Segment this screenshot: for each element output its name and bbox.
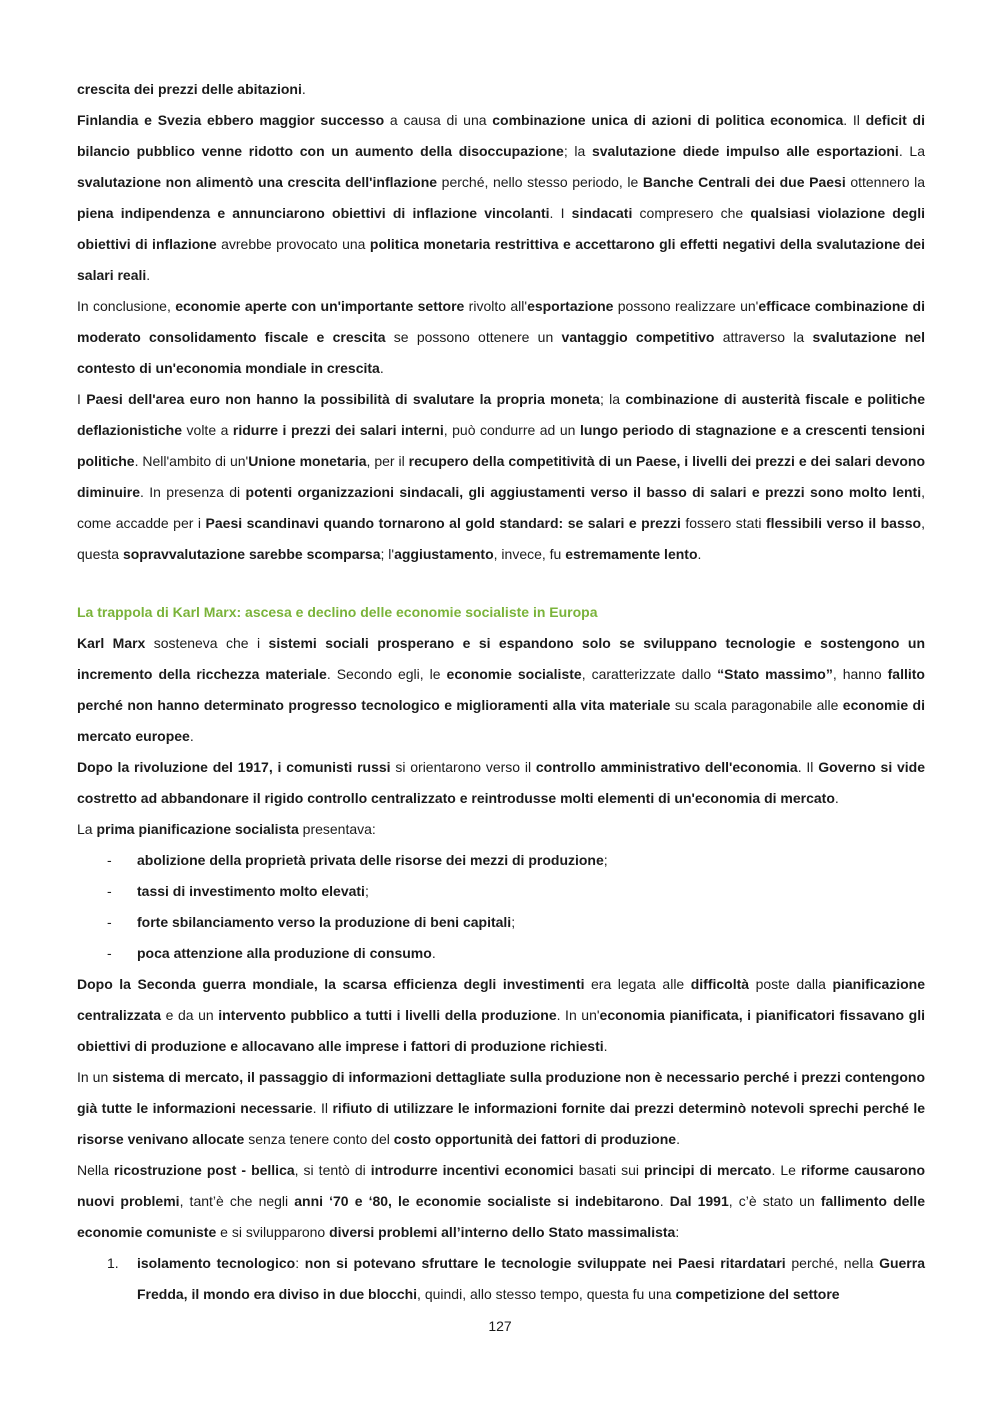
bold-text: sindacati (571, 205, 633, 221)
text-run: ; la (563, 143, 592, 159)
page-content (77, 74, 925, 1310)
text-run: compresero che (632, 205, 751, 221)
bold-text: diversi problemi all’interno dello Stato massimalista (329, 1224, 676, 1240)
bold-text: crescita dei prezzi delle abitazioni (77, 81, 302, 97)
bold-text: qualsiasi violazione degli obiettivi di inflazione (77, 205, 925, 252)
bold-text: svalutazione non alimentò una crescita dell'inflazione (77, 174, 438, 190)
text-run: . Il (843, 112, 866, 128)
paragraph (77, 752, 925, 814)
text-run: , si tentò di (294, 1162, 371, 1178)
bold-text: piena indipendenza e annunciarono obiettivi di inflazione vincolanti (77, 205, 550, 221)
text-run: . I (549, 205, 572, 221)
text-run: ; la (599, 391, 626, 407)
bold-text: ridurre i prezzi dei salari interni (232, 422, 444, 438)
text-run: basati sui (573, 1162, 644, 1178)
text-run: a causa di una (384, 112, 493, 128)
list-number: 1. (107, 1255, 119, 1271)
paragraph (77, 969, 925, 1062)
bold-text: Dal 1991 (669, 1193, 729, 1209)
bold-text: Paesi scandinavi quando tornarono al gold standard: se salari e prezzi (205, 515, 681, 531)
text-run: In un (77, 1069, 113, 1085)
text-run: . In presenza di (140, 484, 246, 500)
bold-text: economia pianificata, i pianificatori fissavano gli obiettivi di produzione e allocavano alle imprese i fattori di produzione richiesti (77, 1007, 925, 1054)
bold-text: svalutazione diede impulso alle esportazioni (591, 143, 899, 159)
bold-text: sistemi sociali prosperano e si espandono solo se sviluppano tecnologie e sostengono un incremento della ricchezza materiale (77, 635, 926, 682)
bold-text: competizione del settore (675, 1286, 840, 1302)
text-run: presentava: (298, 821, 376, 837)
section-intro-paragraphs (77, 628, 925, 845)
text-run: avrebbe provocato una (216, 236, 370, 252)
text-run: , invece, fu (493, 546, 566, 562)
bold-text: controllo amministrativo dell'economia (535, 759, 798, 775)
text-run: ; (603, 852, 608, 868)
bold-text: vantaggio competitivo (561, 329, 715, 345)
bold-text: costo opportunità dei fattori di produzione (393, 1131, 677, 1147)
bold-text: Dopo la Seconda guerra mondiale, la scarsa efficienza degli investimenti (77, 976, 585, 992)
paragraph (77, 105, 925, 291)
bold-text: Guerra Fredda, il mondo era diviso in due blocchi (137, 1255, 925, 1302)
bold-text: economie di mercato europee (77, 697, 925, 744)
text-run: poste dalla (749, 976, 833, 992)
text-run: e da un (161, 1007, 219, 1023)
section-body-paragraphs (77, 969, 925, 1248)
bold-text: non si potevano sfruttare le tecnologie sviluppate nei Paesi ritardatari (304, 1255, 786, 1271)
bold-text: fallimento delle economie comuniste (77, 1193, 925, 1240)
text-run: si orientarono verso il (390, 759, 536, 775)
bold-text: forte sbilanciamento verso la produzione di beni capitali (137, 914, 512, 930)
section-heading: La trappola di Karl Marx: ascesa e declino delle economie socialiste in Europa (77, 604, 598, 620)
bold-text: deficit di bilancio pubblico venne ridotto con un aumento della disoccupazione (77, 112, 925, 159)
bold-text: Karl Marx (77, 635, 146, 651)
bold-text: difficoltà (690, 976, 750, 992)
text-run: , questa (77, 515, 925, 562)
text-run: . (146, 267, 151, 283)
text-run: ; l' (380, 546, 395, 562)
text-run: fossero stati (680, 515, 766, 531)
paragraph (77, 1062, 925, 1155)
list-item (77, 907, 925, 938)
features-dash-list (77, 845, 925, 969)
bold-text: abolizione della proprietà privata delle risorse dei mezzi di produzione (137, 852, 604, 868)
bold-text: economie aperte con un'importante settore (175, 298, 465, 314)
bold-text: ricostruzione post - bellica (113, 1162, 295, 1178)
text-run: . (603, 1038, 608, 1054)
dash-bullet: - (107, 914, 112, 930)
text-run: sosteneva che i (145, 635, 269, 651)
bold-text: Dopo la rivoluzione del 1917, i comunisti russi (77, 759, 391, 775)
text-run: In conclusione, (77, 298, 176, 314)
bold-text: Finlandia e Svezia ebbero maggior successo (77, 112, 385, 128)
bold-text: Banche Centrali dei due Paesi (642, 174, 846, 190)
text-run: volte a (182, 422, 233, 438)
paragraph (77, 628, 925, 752)
text-run: . Il (797, 759, 819, 775)
list-item (77, 876, 925, 907)
bold-text: recupero della competitività di un Paese, i livelli dei prezzi e dei salari devono diminuire (77, 453, 926, 500)
paragraph (77, 814, 925, 845)
bold-text: principi di mercato (643, 1162, 772, 1178)
bold-text: anni ‘70 e ‘80, le economie socialiste si indebitarono (294, 1193, 660, 1209)
text-run: possono realizzare un' (613, 298, 759, 314)
text-run: , caratterizzate dallo (581, 666, 718, 682)
text-run: . (834, 790, 839, 806)
text-run: . (379, 360, 384, 376)
bold-text: poca attenzione alla produzione di consumo (137, 945, 432, 961)
text-run: rivolto all' (464, 298, 528, 314)
paragraph (77, 74, 925, 105)
list-item (77, 938, 925, 969)
problems-numbered-list (77, 1248, 925, 1310)
bold-text: efficace combinazione di moderato consolidamento fiscale e crescita (77, 298, 925, 345)
bold-text: tassi di investimento molto elevati (137, 883, 365, 899)
text-run: , c’è stato un (728, 1193, 821, 1209)
bold-text: politica monetaria restrittiva e accettarono gli effetti negativi della svalutazione dei salari reali (77, 236, 925, 283)
bold-text: economie socialiste (446, 666, 582, 682)
bold-text: combinazione unica di azioni di politica economica (492, 112, 844, 128)
dash-bullet: - (107, 945, 112, 961)
text-run: Nella (77, 1162, 114, 1178)
bold-text: riforme causarono nuovi problemi (77, 1162, 926, 1209)
text-run: . (697, 546, 702, 562)
paragraph (77, 291, 925, 384)
bold-text: Paesi dell'area euro non hanno la possibilità di svalutare la propria moneta (86, 391, 600, 407)
text-run: . Il (312, 1100, 333, 1116)
bold-text: aggiustamento (394, 546, 494, 562)
bold-text: combinazione di austerità fiscale e politiche deflazionistiche (77, 391, 925, 438)
bold-text: lungo periodo di stagnazione e a crescenti tensioni politiche (77, 422, 925, 469)
paragraph (77, 384, 925, 570)
text-run: perché, nello stesso periodo, le (437, 174, 643, 190)
top-paragraphs (77, 74, 925, 570)
bold-text: flessibili verso il basso (765, 515, 922, 531)
text-run: attraverso la (714, 329, 813, 345)
bold-text: introdurre incentivi economici (370, 1162, 574, 1178)
text-run: su scala paragonabile alle (670, 697, 843, 713)
text-run: ; (511, 914, 516, 930)
paragraph (77, 1155, 925, 1248)
bold-text: potenti organizzazioni sindacali, gli aggiustamenti verso il basso di salari e prezzi sono molto lenti (245, 484, 922, 500)
dash-bullet: - (107, 852, 112, 868)
text-run: . Secondo egli, le (326, 666, 447, 682)
text-run: se possono ottenere un (385, 329, 562, 345)
text-run: : (675, 1224, 680, 1240)
text-run: e si svilupparono (216, 1224, 330, 1240)
text-run: . Le (771, 1162, 801, 1178)
text-run: I (77, 391, 87, 407)
bold-text: Governo si vide costretto ad abbandonare il rigido controllo centralizzato e reintrodusse molti elementi di un'economia di mercato (77, 759, 926, 806)
text-run: : (295, 1255, 305, 1271)
text-run: . (676, 1131, 680, 1147)
text-run: , hanno (832, 666, 888, 682)
bold-text: “Stato massimo” (717, 666, 833, 682)
text-run: . (659, 1193, 670, 1209)
dash-bullet: - (107, 883, 112, 899)
text-run: ; (364, 883, 369, 899)
section-spacer (77, 570, 925, 597)
bold-text: sistema di mercato, il passaggio di informazioni dettagliate sulla produzione non è necessario perché i prezzi contengono già tutte le informazioni necessarie (77, 1069, 925, 1116)
text-run: , quindi, allo stesso tempo, questa fu una (417, 1286, 676, 1302)
bold-text: intervento pubblico a tutti i livelli della produzione (218, 1007, 557, 1023)
text-run: . La (898, 143, 925, 159)
page-number: 127 (488, 1318, 512, 1334)
text-run: , tant’è che negli (179, 1193, 295, 1209)
text-run: , come accadde per i (77, 484, 925, 531)
bold-text: rifiuto di utilizzare le informazioni fornite dai prezzi determinò notevoli sprechi perché le risorse venivano allocate (77, 1100, 926, 1147)
bold-text: sopravvalutazione sarebbe scomparsa (122, 546, 381, 562)
text-run: senza tenere conto del (244, 1131, 394, 1147)
text-run: era legata alle (584, 976, 691, 992)
text-run: perché, nella (785, 1255, 880, 1271)
text-run: . Nell'ambito di un' (134, 453, 249, 469)
bold-text: Unione monetaria (248, 453, 367, 469)
text-run: ottennero la (845, 174, 925, 190)
text-run: , può condurre ad un (443, 422, 580, 438)
text-run: , per il (366, 453, 409, 469)
text-run: La (77, 821, 97, 837)
text-run: . (301, 81, 306, 97)
list-item (77, 845, 925, 876)
list-item (77, 1248, 925, 1310)
bold-text: prima pianificazione socialista (96, 821, 299, 837)
bold-text: fallito perché non hanno determinato progresso tecnologico e miglioramenti alla vita materiale (77, 666, 925, 713)
bold-text: isolamento tecnologico (137, 1255, 296, 1271)
bold-text: estremamente lento (565, 546, 698, 562)
bold-text: pianificazione centralizzata (77, 976, 926, 1023)
text-run: . (431, 945, 436, 961)
bold-text: svalutazione nel contesto di un'economia mondiale in crescita (77, 329, 925, 376)
text-run: . (189, 728, 194, 744)
bold-text: esportazione (527, 298, 614, 314)
text-run: . In un' (556, 1007, 600, 1023)
